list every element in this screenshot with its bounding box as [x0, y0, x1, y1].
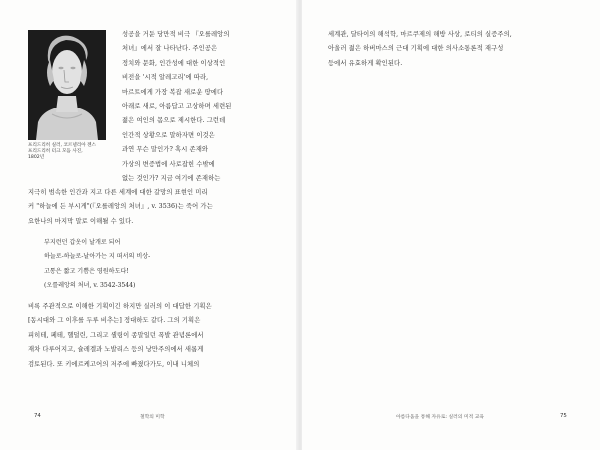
text-line: 아래로 새로, 아름답고 고상하며 세련된: [122, 103, 232, 111]
text-line: 처녀』에서 잘 나타난다. 주인공은: [122, 45, 218, 53]
text-line: 커 "하늘에 든 부시게"(『오를레앙의 처녀』, v. 3536)는 죽어 가는: [28, 203, 213, 211]
page-number: 75: [560, 413, 567, 419]
text-line: 가상의 변증법에 사로잡힌 수밖에: [122, 160, 215, 168]
text-line: 없는 것인가? 지금 여기에 존재하는: [122, 175, 221, 183]
running-head: 아름다움을 통해 자유로: 실러의 미적 교육: [396, 415, 485, 420]
text-line: 검토된다. 또 키에르케고어의 저주에 빠졌다가도, 이내 니체의: [28, 360, 200, 368]
closing-paragraph: [28, 300, 274, 372]
caption-line: 프리드리히 터크 모듬 사진,: [28, 149, 83, 155]
text-line: 과연 무슨 말인가? 혹시 존재와: [122, 146, 209, 154]
text-line: 인간적 상황으로 말하자면 이것은: [122, 131, 215, 139]
continued-paragraph: [328, 28, 578, 71]
text-line: 성공을 거둔 당만적 비극 『오를레앙의: [122, 31, 230, 38]
text-line: 정치와 문화, 인간성에 대한 이상적인: [122, 59, 226, 67]
figure-caption: [28, 143, 106, 162]
schiller-bust-photo: [28, 30, 106, 140]
verse-citation: (오를레앙의 처녀, v. 3542-3544): [44, 282, 136, 290]
text-line: 지극히 범속한 인간과 지고 다른 세계에 대한 갈망의 표현인 미리: [28, 189, 208, 196]
text-line: 등에서 유효하게 확인된다.: [328, 59, 403, 67]
portrait-figure: [28, 30, 106, 162]
caption-line: 프리드리히 실러, 코르넬리아 젠스: [28, 143, 96, 148]
wrapped-paragraph: [122, 28, 272, 186]
text-line: 요한나의 마지막 말로 이해될 수 있다.: [28, 217, 134, 225]
page-number: 74: [34, 413, 41, 419]
caption-line: 1802년: [28, 155, 45, 161]
text-line: 젊은 여인의 몸으로 제시한다. 그런데: [122, 117, 226, 125]
verse-quotation: [44, 236, 150, 294]
running-head: 철학의 미학: [140, 415, 165, 420]
text-line: 아울러 젊은 하버마스의 근대 기획에 대한 의사소통론적 재구성: [328, 45, 504, 53]
text-line: 재차 다루어지고, 슐레겔과 노발리스 등의 낭만주의에서 새롭게: [28, 346, 204, 354]
text-line: 세계관, 달타이의 해석학, 마르쿠제의 해방 사상, 로티의 실증주의,: [328, 31, 512, 38]
verse-line: 하늘로-하늘로-날아가는 지 떠서의 비상-: [44, 253, 151, 261]
text-line: 비전을 '시적 알레고리'에 따라,: [122, 74, 209, 82]
verse-line: 부지런던 갑옷이 날개로 되어: [44, 239, 121, 246]
text-line: 마르트에게 가장 복잡 새로운 땅에다: [122, 88, 224, 96]
body-paragraph: [28, 186, 274, 229]
right-page: [302, 0, 600, 450]
text-line: 비록 주관적으로 이해한 기획이긴 하지만 실러의 이 대답한 기획은: [28, 303, 212, 310]
verse-line: 고통은 짧고 기쁨은 영원하도다!: [44, 267, 129, 275]
text-line: [동시대와 그 이후를 두루 비추는] 정대하도 같다. 그의 기획은: [28, 317, 201, 325]
left-page: [0, 0, 298, 450]
text-line: 피히테, 페테, 헬덜린, 그리고 셸링이 종말일던 폭발 관념론에서: [28, 331, 204, 339]
